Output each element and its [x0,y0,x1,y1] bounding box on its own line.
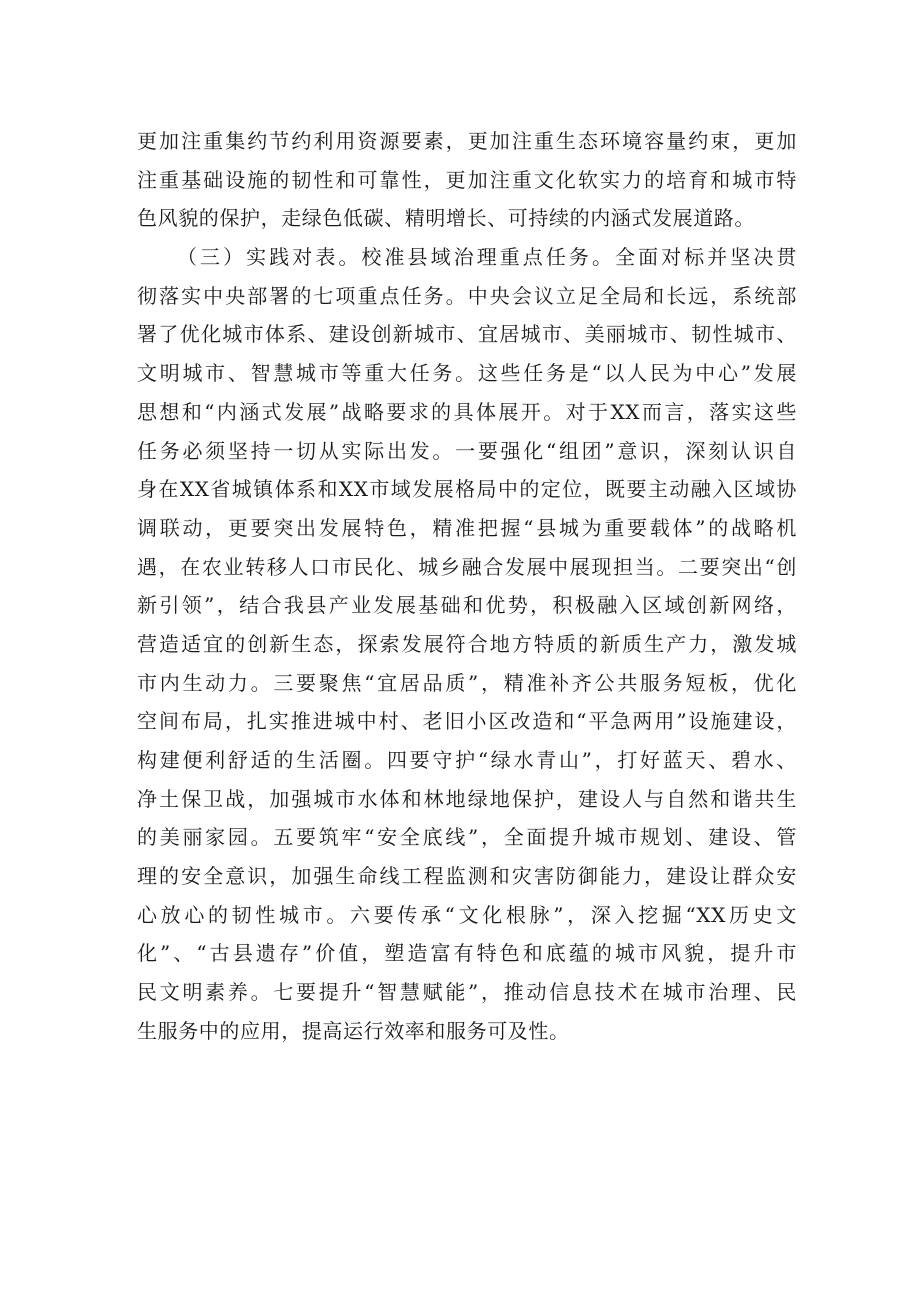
text-line-7: 文明城市、智慧城市等重大任务。这些任务是“以人民为中心”发展 [137,361,797,386]
text-line-16: 空间布局，扎实推进城中村、老旧小区改造和“平急两用”设施建设， [137,709,797,734]
text-line-6: 署了优化城市体系、建设创新城市、宜居城市、美丽城市、韧性城市、 [137,322,797,347]
body-text [137,122,797,1051]
text-line-11: 调联动，更要突出发展特色，精准把握“县城为重要载体”的战略机 [137,515,797,540]
text-line-17: 构建便利舒适的生活圈。四要守护“绿水青山”，打好蓝天、碧水、 [137,748,797,772]
text-line-18: 净土保卫战，加强城市水体和林地绿地保护，建设人与自然和谐共生 [137,786,797,811]
text-line-12: 遇，在农业转移人口市民化、城乡融合发展中展现担当。二要突出“创 [137,554,797,579]
text-line-24: 生服务中的应用，提高运行效率和服务可及性。 [137,1018,570,1043]
text-line-2: 注重基础设施的韧性和可靠性，更加注重文化软实力的培育和城市特 [137,167,797,192]
text-line-8: 思想和“内涵式发展”战略要求的具体展开。对于XX而言，落实这些 [137,399,797,424]
text-line-13: 新引领”，结合我县产业发展基础和优势，积极融入区域创新网络， [137,593,797,618]
text-line-14: 营造适宜的创新生态，探索发展符合地方特质的新质生产力，激发城 [137,631,797,656]
text-line-9: 任务必须坚持一切从实际出发。一要强化“组团”意识，深刻认识自 [137,438,797,463]
text-line-21: 心放心的韧性城市。六要传承“文化根脉”，深入挖掘“XX历史文 [137,902,797,927]
text-line-22: 化”、“古县遗存”价值，塑造富有特色和底蕴的城市风貌，提升市 [137,941,797,966]
text-line-23: 民文明素养。七要提升“智慧赋能”，推动信息技术在城市治理、民 [137,980,797,1005]
text-line-20: 理的安全意识，加强生命线工程监测和灾害防御能力，建设让群众安 [137,864,797,889]
text-line-5: 彻落实中央部署的七项重点任务。中央会议立足全局和长远，系统部 [137,283,797,308]
text-line-1: 更加注重集约节约利用资源要素，更加注重生态环境容量约束，更加 [137,129,797,153]
text-line-10: 身在XX省城镇体系和XX市域发展格局中的定位，既要主动融入区域协 [137,477,797,502]
text-line-4: （三）实践对表。校准县域治理重点任务。全面对标并坚决贯 [177,245,797,270]
text-line-19: 的美丽家园。五要筑牢“安全底线”，全面提升城市规划、建设、管 [137,825,797,850]
text-line-15: 市内生动力。三要聚焦“宜居品质”，精准补齐公共服务短板，优化 [137,670,797,695]
text-line-3: 色风貌的保护，走绿色低碳、精明增长、可持续的内涵式发展道路。 [137,206,755,231]
